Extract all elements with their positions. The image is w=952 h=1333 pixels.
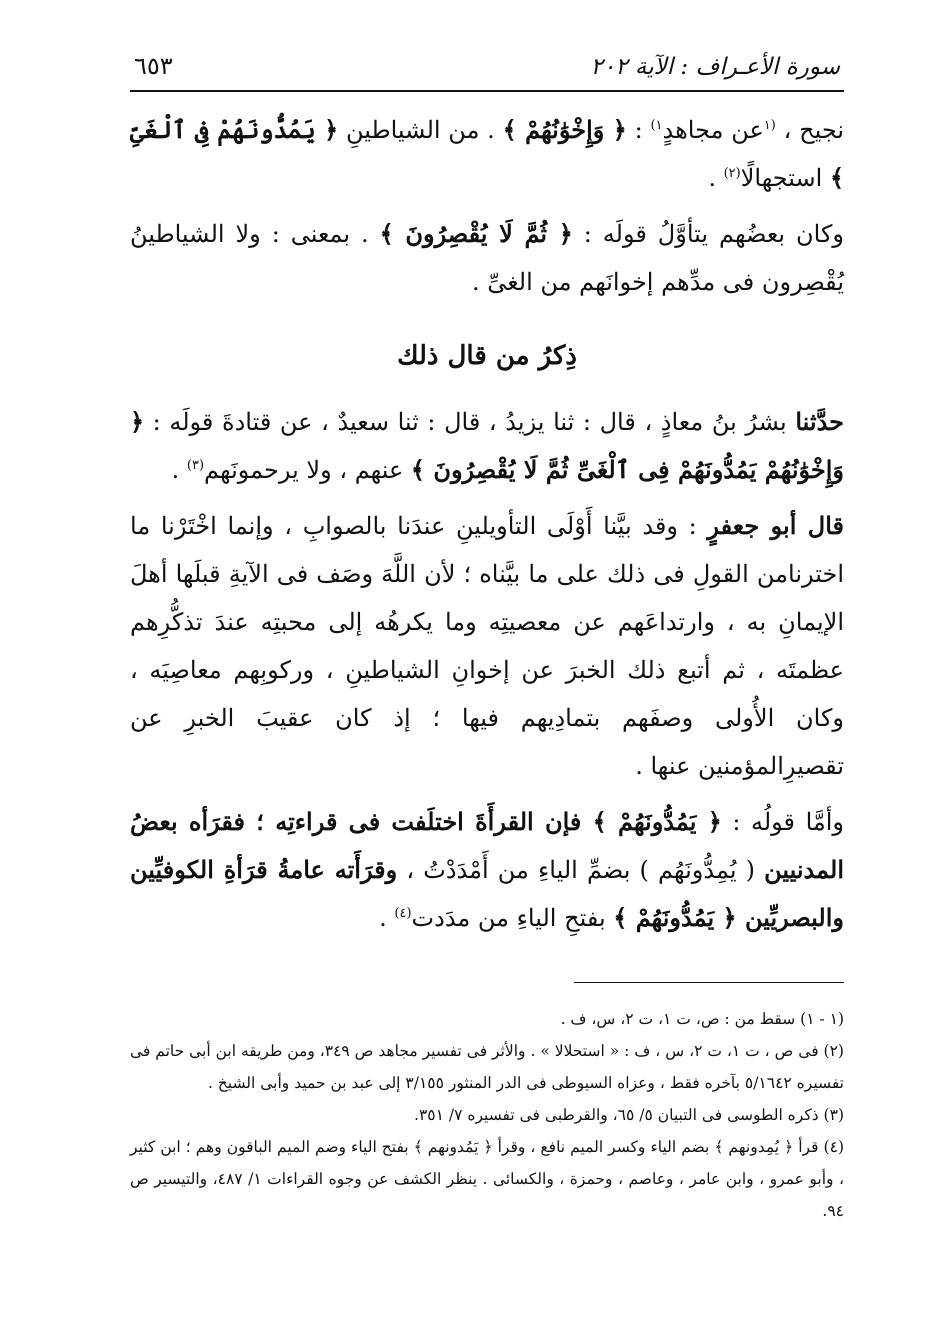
text-run: . [708,164,724,192]
running-title: سورة الأعـراف : الآية ٢٠٢ [590,54,840,80]
text-run: عنهم ، ولا يرحمونَهم [204,456,411,484]
footnote-marker: (٣) [186,458,205,473]
paragraph-3 [130,398,844,494]
page-number: ٦٥٣ [134,52,173,80]
quran-quote: ﴿ يَمُدُّونَهُمْ ﴾ [592,807,722,836]
footnote-marker: (٤) [394,906,412,921]
section-heading: ذِكرُ من قال ذلك [397,341,577,371]
quran-quote: ﴿ يَمُدُّونَهُمْ ﴾ [613,903,745,932]
text-run: وأمَّا قولُه : [721,808,844,836]
footnote-marker: (٢) [723,166,741,181]
bold-run: فإن القرأَةَ اختلَفت فى قراءتِه ؛ فقرَأه بعضُ المدنيين [130,807,844,884]
footnote-1: (١ - ١) سقط من : ص، ت ١، ت ٢، س، ف . [560,1010,844,1028]
text-run: نجيح ، [775,116,845,144]
narration-lead: حدَّثنا [795,407,844,436]
text-run: بفتحِ الياءِ من مدَدت [411,904,614,932]
paragraph-1 [130,106,844,202]
footnote-4: (٤) قرأ ﴿ يُمِدونهم ﴾ بضم الياء وكسر الميم نافع ، وقرأ ﴿ يَمُدونهم ﴾ بفتح الياء وضم الميم الباقون وهم ؛ ابن كثير ، وأبو عمرو ، وابن عامر ، وعاصم ، وحمزة ، والكسائى . ينظر الكشف عن وجوه القراءات ١/ ٤٨٧، والتيسير ص ٩٤. [130,1138,844,1220]
quran-quote: ﴿ وَإِخْوَٰنُهُمْ يَمُدُّونَهُمْ فِى ٱلْغَىِّ ثُمَّ لَا يُقْصِرُونَ ﴾ [130,407,844,484]
quran-quote: ﴿ ثُمَّ لَا يُقْصِرُونَ ﴾ [379,219,573,248]
text-run: : [626,116,651,144]
text-run: ( يُمِدُّونَهُم ) بضمِّ الياءِ من أَمْدَدْتُ ، [397,856,765,884]
text-run: عن مجاهدٍ [662,116,764,144]
bold-run: وقرَأَته عامةُ قرَأةِ الكوفيِّين والبصريِّين [130,855,844,932]
text-run: بشرُ بنُ معاذٍ ، قال : ثنا يزيدُ ، قال : ثنا سعيدٌ ، عن قتادةَ قولَه : [144,408,796,436]
text-run: . [379,904,395,932]
paragraph-2 [130,210,844,306]
quran-quote: ﴿ يَمُدُّونَهُمْ فِى ٱلْغَىِّ ﴾ [130,115,844,192]
footnote-marker: ١) [650,118,663,133]
text-run: . [171,456,187,484]
footnote-separator [574,982,844,983]
author-lead: قال أبو جعفرٍ [707,511,844,540]
main-text [130,106,844,942]
footnote-3: (٣) ذكره الطوسى فى التبيان ٥/ ٦٥، والقرطبى فى تفسيره ٧/ ٣٥١. [414,1106,844,1124]
text-run: . من الشياطينِ [338,116,503,144]
footnote-marker: (١ [763,118,776,133]
text-run: وكان بعضُهم يتأوَّلُ قولَه : [572,220,844,248]
text-run: . بمعنى : ولا الشياطينُ يُقْصِرون فى مدِّهم إخوانَهم من الغىِّ . [130,220,844,296]
footnotes [130,1003,844,1227]
text-run: : وقد بيَّنا أَوْلَى التأويلينِ عندَنا بالصوابِ ، وإنما اخْتَرْنا ما اخترنامن القولِ فى ذلك على ما بيَّناه ؛ لأن اللَّهَ وصَف فى الآيةِ قبلَها أهلَ الإيمانِ به ، وارتداعَهم عن معصيتِه وما يكرهُه إلى محبتِه عندَ تذكُّرِهم عظمتَه ، ثم أتبع ذلك الخبرَ عن إخوانِ الشياطينِ ، وركوبِهم معاصِيَه ، وكان الأُولى وصفَهم بتمادِيهم فيها ؛ إذ كان عقيبَ الخبرِ عن تقصيرِالمؤمنين عنها . [130,512,844,780]
text-run: استجهالًا [740,164,830,192]
running-header [130,52,844,92]
paragraph-5 [130,798,844,942]
paragraph-4 [130,502,844,790]
quran-quote: ﴿ وَإِخْوَٰنُهُمْ ﴾ [502,115,627,144]
footnote-2: (٢) فى ص ، ت ١، ت ٢، س ، ف : « استحلالا » . والأثر فى تفسير مجاهد ص ٣٤٩، ومن طريقه ابن أبى حاتم فى تفسيره ٥/١٦٤٢ بآخره فقط ، وعزاه السيوطى فى الدر المنثور ٣/١٥٥ إلى عبد بن حميد وأبى الشيخ . [130,1042,844,1092]
